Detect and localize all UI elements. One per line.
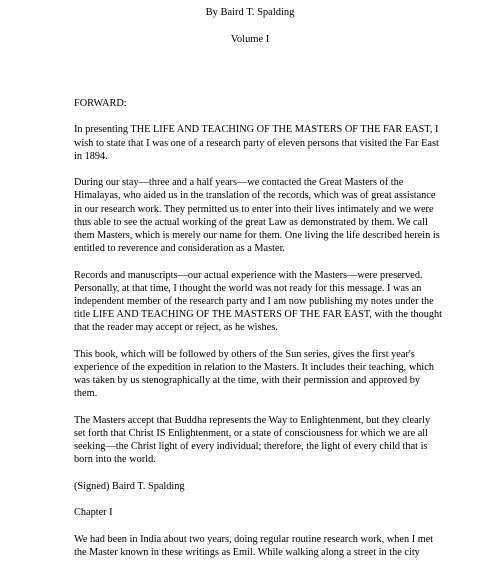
masters-paragraph — [74, 414, 469, 467]
text-line: thus able to see the actual working of the great Law as demonstrated by them. We call — [74, 216, 428, 228]
text-line: seeking—the Christ light of every individual; therefore, the light of every child that is — [74, 441, 428, 453]
text-line: We had been in India about two years, doing regular routine research work, when I met — [74, 533, 434, 545]
text-line: title LIFE AND TEACHING OF THE MASTERS OF THE FAR EAST, with the thought — [74, 309, 443, 321]
chapter-heading — [74, 506, 469, 519]
chapter-paragraph — [74, 533, 469, 559]
text-line: independent member of the research party and I am now publishing my notes under the — [74, 296, 434, 307]
author-byline: By Baird T. Spalding — [205, 7, 295, 18]
text-line: experience of the expedition in relation to the Masters. It includes their teaching, which — [74, 362, 434, 373]
text-line: Records and manuscripts—our actual experience with the Masters—were preserved. — [74, 269, 423, 281]
text-line: set forth that Christ IS Enlightenment, or a state of consciousness for which we are all — [74, 428, 429, 439]
stay-paragraph — [74, 176, 469, 255]
text-line: FORWARD: — [74, 98, 127, 109]
text-line: In presenting THE LIFE AND TEACHING OF THE MASTERS OF THE FAR EAST, I — [74, 124, 439, 136]
text-line: them. — [74, 388, 98, 400]
text-line: that the reader may accept or reject, as he wishes. — [74, 322, 278, 334]
text-line: This book, which will be followed by others of the Sun series, gives the first year's — [74, 348, 415, 360]
text-line: was taken by us stenographically at the time, with their permission and approved by — [74, 375, 421, 387]
text-line: in our research work. They permitted us to enter into their lives intimately and we were — [74, 203, 434, 215]
text-line: born into the world. — [74, 454, 156, 466]
text-line: the Master known in these writings as Emil. While walking along a street in the city — [74, 546, 420, 558]
document-body — [74, 97, 469, 572]
text-line: Chapter I — [74, 507, 113, 519]
text-line: (Signed) Baird T. Spalding — [74, 480, 185, 492]
text-line: The Masters accept that Buddha represents the Way to Enlightenment, but they clearly — [74, 414, 431, 426]
intro-paragraph — [74, 123, 469, 163]
text-line: Himalayas, who aided us in the translation of the records, which was of great assistance — [74, 190, 436, 202]
text-line: Personally, at that time, I thought the world was not ready for this message. I was an — [74, 282, 422, 294]
text-line: During our stay—three and a half years—we contacted the Great Masters of the — [74, 177, 404, 189]
signature-line — [74, 480, 469, 493]
text-line: in 1894. — [74, 150, 108, 162]
forward-heading — [74, 97, 469, 110]
text-line: entitled to reverence and consideration as a Master. — [74, 243, 286, 255]
volume-heading: Volume I — [230, 34, 270, 45]
book-paragraph — [74, 348, 469, 401]
records-paragraph — [74, 269, 469, 335]
text-line: wish to state that I was one of a research party of eleven persons that visited the Far East — [74, 137, 439, 149]
text-line: them Masters, which is merely our name for them. One living the life described herein is — [74, 230, 440, 241]
